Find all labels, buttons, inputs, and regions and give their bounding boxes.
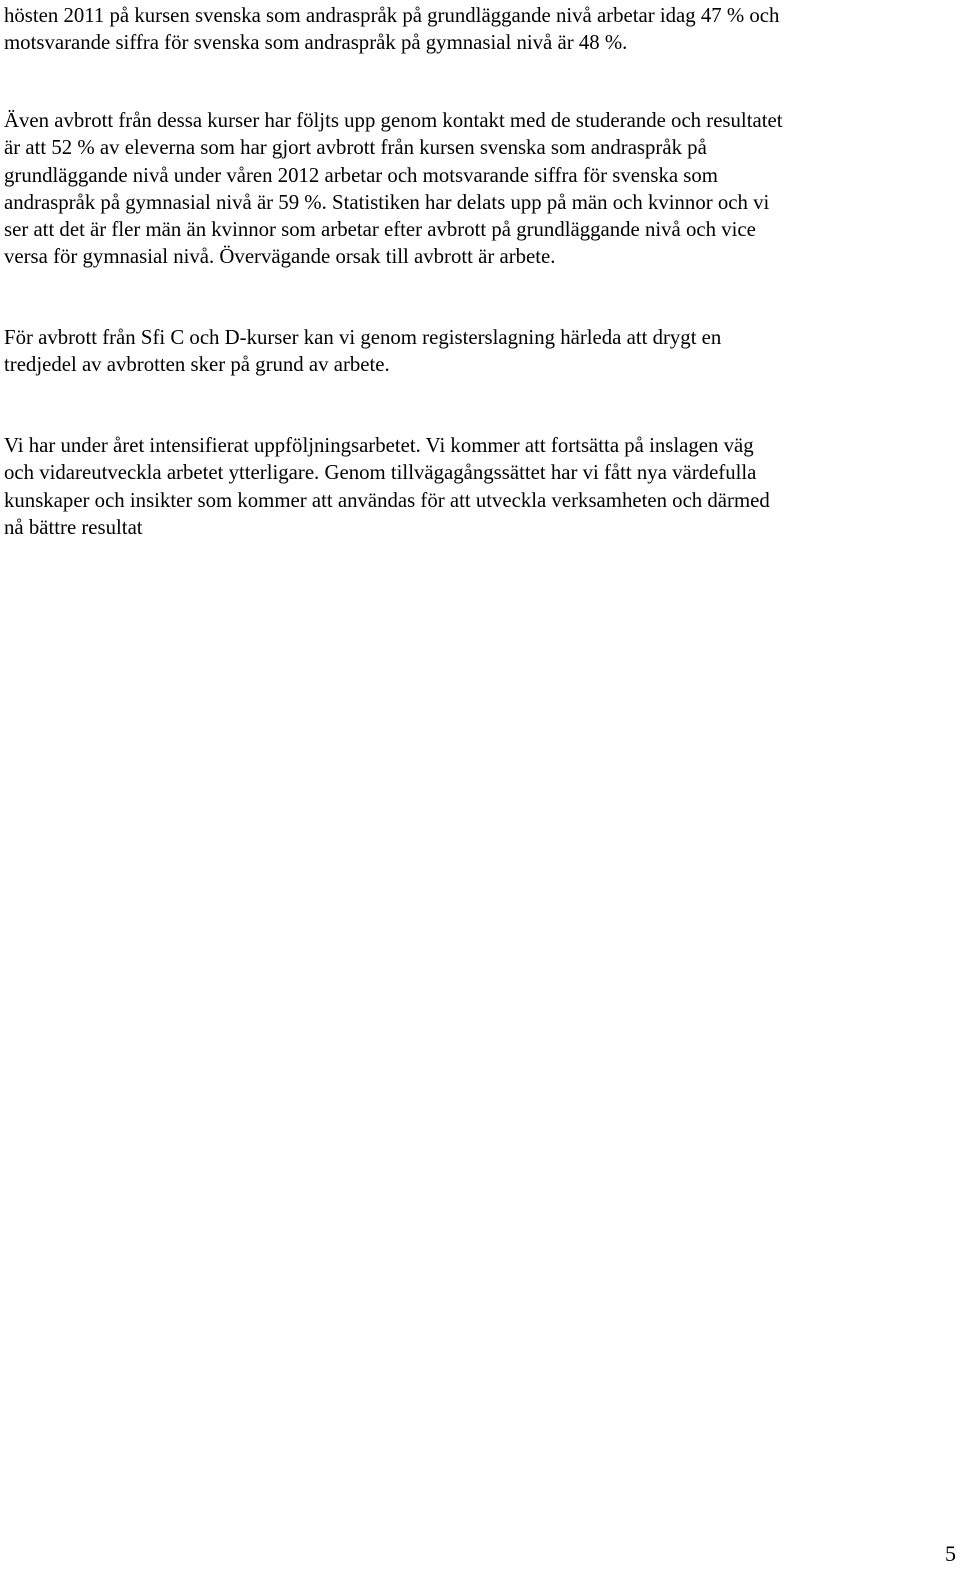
text-line: tredjedel av avbrotten sker på grund av arbete. [4, 353, 390, 377]
page-number: 5 [945, 1541, 956, 1566]
text-line: grundläggande nivå under våren 2012 arbetar och motsvarande siffra för svenska som [4, 163, 718, 187]
paragraph-followup-work [4, 432, 770, 541]
text-line: ser att det är fler män än kvinnor som arbetar efter avbrott på grundläggande nivå och vice [4, 218, 756, 242]
text-line: hösten 2011 på kursen svenska som andraspråk på grundläggande nivå arbetar idag 47 % och [4, 4, 780, 27]
text-line: och vidareutveckla arbetet ytterligare. Genom tillvägagångssättet har vi fått nya värdefulla [4, 461, 757, 485]
text-line: kunskaper och insikter som kommer att användas för att utveckla verksamheten och därmed [4, 488, 770, 512]
text-line: motsvarande siffra för svenska som andraspråk på gymnasial nivå är 48 %. [4, 31, 628, 55]
text-line: andraspråk på gymnasial nivå är 59 %. Statistiken har delats upp på män och kvinnor och vi [4, 190, 770, 214]
text-line: versa för gymnasial nivå. Övervägande orsak till avbrott är arbete. [4, 245, 556, 269]
paragraph-dropout-followup [4, 107, 783, 271]
text-line: Vi har under året intensifierat uppföljningsarbetet. Vi kommer att fortsätta på inslagen väg [4, 434, 754, 457]
paragraph-sfi-dropouts [4, 324, 721, 379]
text-line: är att 52 % av eleverna som har gjort avbrott från kursen svenska som andraspråk på [4, 136, 707, 160]
text-line: nå bättre resultat [4, 515, 143, 539]
text-line: Även avbrott från dessa kurser har följts upp genom kontakt med de studerande och resultatet [4, 109, 783, 132]
paragraph-employment-stats [4, 2, 779, 57]
text-line: För avbrott från Sfi C och D-kurser kan vi genom registerslagning härleda att drygt en [4, 326, 722, 349]
